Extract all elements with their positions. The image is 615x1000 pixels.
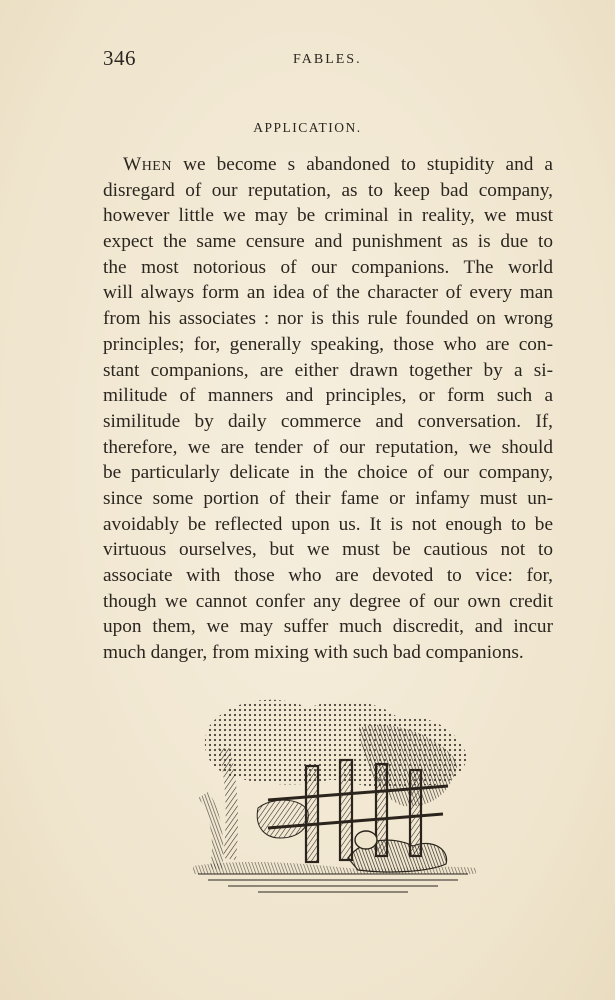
paragraph-line: militude of manners and principles, or form such a xyxy=(103,385,553,407)
paragraph-line: will always form an idea of the character of every man xyxy=(103,282,553,304)
paragraph-line-1 xyxy=(103,152,553,178)
paragraph-line: stant companions, are either drawn together by a si- xyxy=(103,359,553,381)
paragraph-line: similitude by daily commerce and conversation. If, xyxy=(103,410,553,432)
paragraph-line: since some portion of their fame or infamy must un- xyxy=(103,487,553,509)
paragraph-line: be particularly delicate in the choice of our company, xyxy=(103,462,553,484)
paragraph-line: much danger, from mixing with such bad companions. xyxy=(103,642,524,664)
paragraph-line: expect the same censure and punishment as is due to xyxy=(103,231,553,253)
running-title: FABLES. xyxy=(293,52,362,67)
paragraph-line: associate with those who are devoted to vice: for, xyxy=(103,565,553,586)
paragraph-line: virtuous ourselves, but we must be cautious not to xyxy=(103,539,553,561)
application-paragraph xyxy=(103,152,553,666)
paragraph-line: therefore, we are tender of our reputation, we should xyxy=(103,436,553,458)
section-heading: APPLICATION. xyxy=(253,120,362,135)
paragraph-line: the most notorious of our companions. The world xyxy=(103,256,553,278)
paragraph-line: though we cannot confer any degree of our own credit xyxy=(103,590,553,612)
line-text: we become s abandoned to stupidity and a xyxy=(171,154,553,175)
paragraph-line: avoidably be reflected upon us. It is not enough to be xyxy=(103,513,553,535)
paragraph-line: principles; for, generally speaking, those who are con- xyxy=(103,333,553,355)
paragraph-line: upon them, we may suffer much discredit, and incur xyxy=(103,616,553,638)
paragraph-line: disregard of our reputation, as to keep bad company, xyxy=(103,179,553,201)
drop-word: When xyxy=(123,154,172,175)
woodcut-vignette xyxy=(188,688,480,900)
page-number: 346 xyxy=(103,46,136,70)
paragraph-line: however little we may be criminal in reality, we must xyxy=(103,205,553,227)
paragraph-line: from his associates : nor is this rule founded on wrong xyxy=(103,308,553,330)
running-head xyxy=(103,46,553,74)
